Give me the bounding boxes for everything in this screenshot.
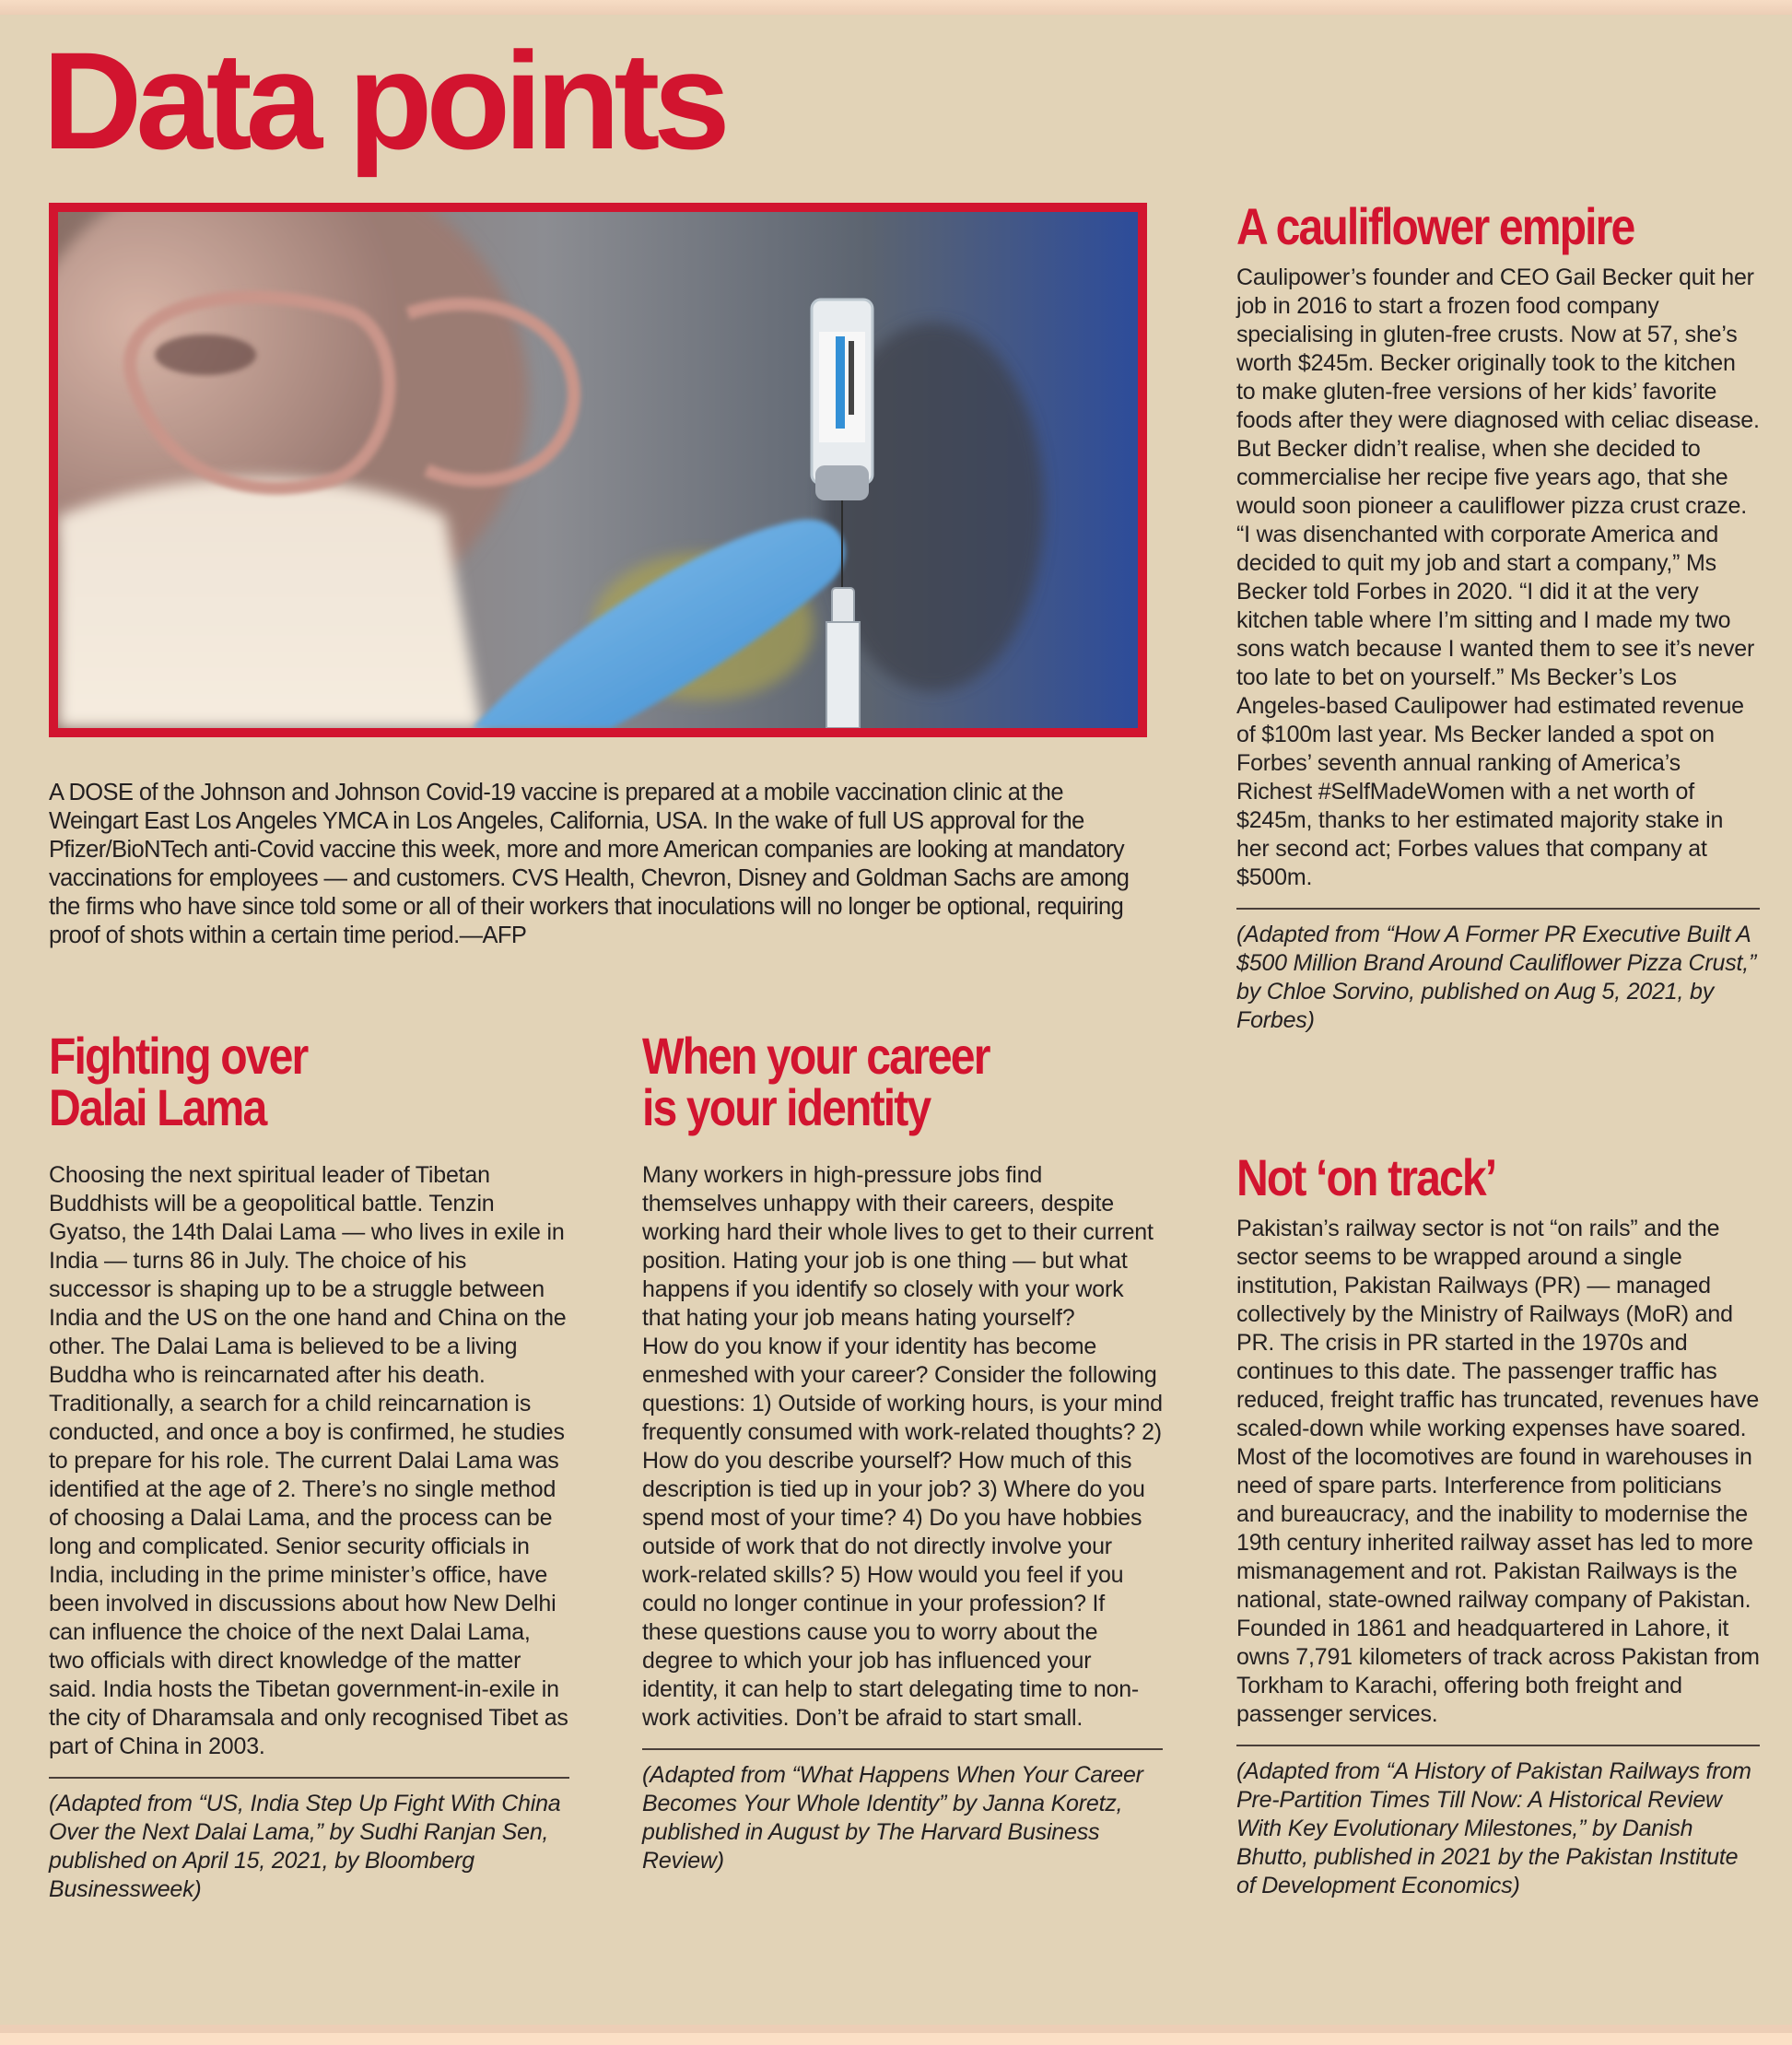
article-paragraph: Many workers in high-pressure jobs find themselves unhappy with their careers, despite working hard their whole lives to get to their current position. Hating your job is one thing — but what happens if you identify so closely with your work that hating your job means hating yourself? (642, 1162, 1154, 1331)
article-dalai-lama (49, 1027, 569, 1904)
headline-line-1: Fighting over (49, 1027, 308, 1085)
vaccine-photo-illustration (58, 212, 1138, 728)
article-not-on-track (1236, 1148, 1760, 1900)
article-body (1236, 1215, 1760, 1729)
article-body (1236, 264, 1760, 892)
photo-caption: A DOSE of the Johnson and Johnson Covid-19 vaccine is prepared at a mobile vaccination clinic at the Weingart East Los Angeles YMCA in Los Angeles, California, USA. In the wake of full US approval for the Pfizer/BioNTech anti-Covid vaccine this week, more and more American companies are looking at mandatory vaccinations for employees — and customers. CVS Health, Chevron, Disney and Goldman Sachs are among the firms who have since told some or all of their workers that inoculations will no longer be optional, requiring proof of shots within a certain time period.—AFP (49, 780, 1130, 948)
headline-line-2: is your identity (642, 1078, 931, 1136)
headline-line-2: Dalai Lama (49, 1078, 266, 1136)
article-source: (Adapted from “A History of Pakistan Railways from Pre-Partition Times Till Now: A Historical Review With Key Evolutionary Milestones,” by Danish Bhutto, published in 2021 by the Pakistan Institute of Development Economics) (1236, 1758, 1751, 1898)
article-headline: A cauliflower empire (1236, 197, 1634, 255)
article-paragraph: Caulipower’s founder and CEO Gail Becker quit her job in 2016 to start a frozen food company specialising in gluten-free crusts. Now at 57, she’s worth $245m. Becker originally took to the kitchen to make gluten-free versions of her kids’ favorite foods after they were diagnosed with celiac disease. But Becker didn’t realise, when she decided to commercialise her recipe five years ago, that she would soon pioneer a cauliflower pizza crust craze. “I was disenchanted with corporate America and decided to quit my job and start a company,” Ms Becker told Forbes in 2020. “I did it at the very kitchen table where I’m sitting and I made my two sons watch because I wanted them to see it’s never too late to bet on yourself.” Ms Becker’s Los Angeles-based Caulipower had estimated revenue of $100m last year. Ms Becker landed a spot on Forbes’ seventh annual ranking of America’s Richest #SelfMadeWomen with a net worth of $245m, thanks to her estimated majority stake in her second act; Forbes values that company at $500m. (1236, 264, 1760, 890)
divider (642, 1748, 1163, 1750)
article-source: (Adapted from “US, India Step Up Fight With China Over the Next Dalai Lama,” by Sudhi Ranjan Sen, published on April 15, 2021, by Bloomberg Businessweek) (49, 1791, 561, 1902)
article-body (642, 1161, 1163, 1733)
divider (1236, 1745, 1760, 1746)
article-source: (Adapted from “What Happens When Your Career Becomes Your Whole Identity” by Janna Koretz, published in August by The Harvard Business Review) (642, 1762, 1143, 1874)
article-headline: Not ‘on track’ (1236, 1148, 1496, 1206)
headline-line-1: When your career (642, 1027, 990, 1085)
article-headline (642, 1027, 1090, 1136)
article-source: (Adapted from “How A Former PR Executive Built A $500 Million Brand Around Cauliflower Pizza Crust,” by Chloe Sorvino, published on Aug 5, 2021, by Forbes) (1236, 922, 1757, 1033)
page-top-edge (0, 0, 1792, 15)
article-headline (49, 1027, 497, 1136)
article-career-identity (642, 1027, 1163, 1875)
article-paragraph: Pakistan’s railway sector is not “on rails” and the sector seems to be wrapped around a single institution, Pakistan Railways (PR) — managed collectively by the Ministry of Railways (MoR) and PR. The crisis in PR started in the 1970s and continues to this date. The passenger traffic has reduced, freight traffic has truncated, revenues have scaled-down while working expenses have soared. Most of the locomotives are found in warehouses in need of spare parts. Interference from politicians and bureaucracy, and the inability to modernise the 19th century inherited railway asset has led to more mismanagement and rot. Pakistan Railways is the national, state-owned railway company of Pakistan. Founded in 1861 and headquartered in Lahore, it owns 7,791 kilometers of track across Pakistan from Torkham to Karachi, offering both freight and passenger services. (1236, 1216, 1760, 1727)
article-cauliflower-empire (1236, 197, 1760, 1035)
divider (1236, 908, 1760, 910)
article-paragraph: How do you know if your identity has become enmeshed with your career? Consider the following questions: 1) Outside of working hours, is your mind frequently consumed with work-related thoughts? 2) How do you describe yourself? How much of this description is tied up in your job? 3) Where do you spend most of your time? 4) Do you have hobbies outside of work that do not directly involve your work-related skills? 5) How would you feel if you could no longer continue in your profession? If these questions cause you to worry about the degree to which your job has influenced your identity, it can help to start delegating time to non-work activities. Don’t be afraid to start small. (642, 1334, 1163, 1731)
article-paragraph: Choosing the next spiritual leader of Tibetan Buddhists will be a geopolitical battle. Tenzin Gyatso, the 14th Dalai Lama — who lives in exile in India — turns 86 in July. The choice of his successor is shaping up to be a struggle between India and the US on the one hand and China on the other. The Dalai Lama is believed to be a living Buddha who is reincarnated after his death. Traditionally, a search for a child reincarnation is conducted, and once a boy is confirmed, he studies to prepare for his role. The current Dalai Lama was identified at the age of 2. There’s no single method of choosing a Dalai Lama, and the process can be long and complicated. Senior security officials in India, including in the prime minister’s office, have been involved in discussions about how New Delhi can influence the choice of the next Dalai Lama, two officials with direct knowledge of the matter said. India hosts the Tibetan government-in-exile in the city of Dharamsala and only recognised Tibet as part of China in 2003. (49, 1162, 568, 1759)
divider (49, 1777, 569, 1779)
article-body (49, 1161, 569, 1761)
page-bottom-edge (0, 2025, 1792, 2045)
vaccine-photo (49, 203, 1147, 737)
page-title: Data points (42, 23, 724, 178)
